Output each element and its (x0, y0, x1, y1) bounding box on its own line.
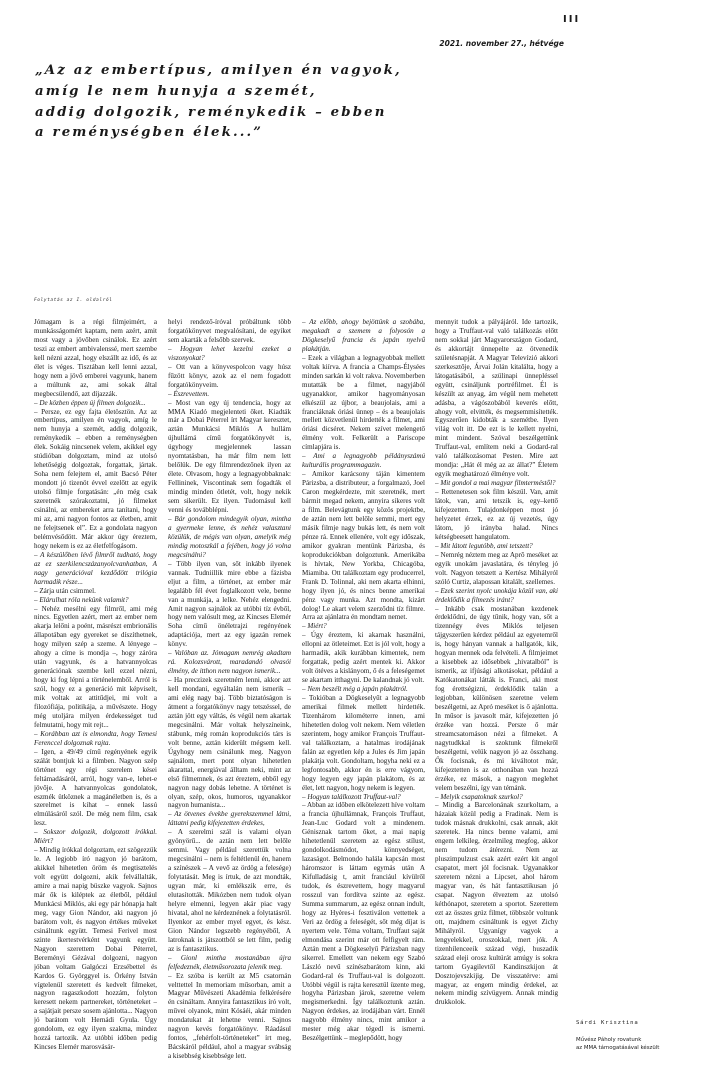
interview-question: – Bár gondolom mindegyik olyan, mintha a gyermeke lenne, és nehéz valasztani közülük, de mégis van olyan, amelyik még mindig motoszkál a fejében, hogy jó volna megcsinálni? (168, 514, 291, 559)
interview-paragraph: – A szerelmi szál is valami olyan gyönyörű... de aztán nem lett belőle semmi. Vagy például szerettük volna megcsinálni – nem is feltétlenül én, hanem a színészek – A vevő az ördög a felesége) folytatását. Meg is írtuk, de azt mondták, ugyan már, ki emlékszik erre, és elutasították. Mikózben nem tudok olyan helyre elmenni, legyen akár piac vagy hivatal, ahol ne kérdeznének a folytatásról. Ilyenkor az ember myel egyet, és kész. Gion Nándor legszebb regényéből, A latroknak is játszottból se lett film, pedig az is fantasztikus. (168, 828, 291, 953)
article-column-1 (34, 318, 157, 1066)
issue-date: 2021. november 27., hétvége (439, 39, 564, 48)
continuation-note: Folytatás az I. oldalról (34, 298, 113, 303)
interview-question: – Észrevettem. (168, 389, 210, 398)
interview-paragraph: – Inkább csak mostanában kezdenek érdeklődni, de úgy tűnik, hogy van, sőt a tizennégy éves Miklós teljesen tájgyszerűen kérdez például az egyetemről is, hogy hányan vannak a hallgatók, kik, hogyan mennek oda felvételi. A filmjeimet a kisebbek az idősebbek „hivatalból” is ismerik, az ifjúsági alkotásokat, például a Katókatonákat látták is. Franci, aki most fog érettségizni, érdeklődik talán a legjobban, különösen szeretne velem beszélgetni, az Apró meséket is ő ajánlotta. In műsor is javasolt már, kifejezetten jó érzéke van hozzá. Persze ő már streamcsatornáson nézi a filmeket. A nagytudkkal is szoktunk filmekről beszélgetni, velük nagyon jó az összhang. Ők focisnak, és mi kiváltotot már, kifejeztetten is az otthonában van hozzá érzéke, ez mások, a nagyon meglehet velem beszélni, így van témánk. (435, 604, 558, 792)
pull-quote-line: addig dolgozik, reménykedik – ebben (35, 104, 387, 120)
interview-question: – De közben éppen új filmen dolgozik... (34, 398, 146, 407)
interview-paragraph: mennyit tudok a pályájáról. Ide tartozik, hogy a Truffaut-val való találkozás előtt nem sokkal járt Magyarországon Godard, és akkortájt ünnepelte az ötvenedik születésnapját. A Magyar Televízió akkori szerkesztője, Árvai Jolán kitalálta, hogy a látogatásából, a szülinapi ünnepléssel együtt, csináljunk portréfilmet. Él is készült az anyag, ám végül nem mehetett adásba, a vágószobából keverés előtt, ahogy volt, elvitték, és megsemmisítették. Egyszerűen kidobták a szemétbe. Ilyen világ volt itt. De ezt is le kellett nyelni, mint mindent. Szóval beszélgettünk Truffaut-val, említem neki a Godard-ral való találkozásomat Pesten. Mire azt mondja: „Hát él még az az állat?” Életem egyik meghatározó élménye volt. (435, 318, 558, 479)
interview-paragraph: helyi rendező-íróval próbáltunk több forgatókönyvet megvalósítani, de egyiket sem akarták a felsőbb szervek. (168, 318, 291, 344)
interview-paragraph: – Amikor karácsony táján kimentem Párizsba, a distributeur, a forgalmazó, Joel Caron megkérdezte, mit szeretnék, mert bármit megad nekem, annyira sikeres volt a film. Belevágtunk egy közös projektbe, de aztán nem lett belőle semmi, mert egy másik filmje nagy bukás lett, és nem volt pénze rá. Ennek ellenére, volt egy időszak, amikor gyakran mentünk Párizsba, és koprodukciókban dolgoztunk. Amerikába is hívtak, New Yorkba, Chicagóba, Miamiba. Ott találkoztam egy producerrel, Frank D. Tolinnal, aki nem akarta elhinni, hogy ilyen jó, és nincs benne amerikai pénz vagy munka. Azt mondta, kizárt dolog! Le akart velem szerződni tíz filmre. Arra az ajánlatra én mondtam nemet. (302, 470, 425, 622)
interview-question: – Az ötvenes évekbe gyerekszemmel látni, láttatni pedig kifejezetten érdekes, (168, 810, 291, 828)
interview-paragraph: – Ez szóba is került az M5 csatornán velttettel In memoriam műsorban, amit a Magyar Művészeti Akadémia felkérésére én csináltam. Annyira fantasztikus író volt, művei olyanok, mint Kósáéi, akár minden mondatukat át lehetne venni. Sajnos nagyon kevés forgatókönyv. Ráadásul fontos, „fehérfolt-történeteket” írt meg, Bácskáról például, ahol a magyar svábság a kisebbség kisebbsége lett. (168, 971, 291, 1061)
interview-question: – Ezek szerint nyolc unokája közül van, aki érdeklődik a filmezés iránt? (435, 586, 558, 604)
interview-paragraph: – Nemrég néztem meg az Aprō meséket az egyik unokám javaslatára, és tényleg jó volt. Nagyon tetszett a Kertész Mihályról szóló Curtiz, alapossan kitalált, szellemes. (435, 550, 558, 586)
interview-question: – Nem beszélt még a japán plakátról. (302, 685, 408, 694)
interview-question: – Sokszor dolgozik, dolgozott írókkal. Miért? (34, 828, 157, 846)
interview-paragraph: – Úgy éreztem, ki akarnak használni, ellopni az ötleteimet. Ezt is jól volt, hogy a harmadik, akik kurábban kimentek, nem forgattak, pedig azért mentek ki. Akkor volt ötéves a kislányom, ő és a feleségemet se akartam itthagyni. De kalandnak jó volt. (302, 631, 425, 685)
interview-question: – Hogyan lehet kezelni ezeket a viszonyokat? (168, 344, 291, 362)
interview-paragraph: – Ott van a könyvespolcon vagy húsz fűzött könyv, azok az el nem fogadott forgatókönyveim. (168, 362, 291, 389)
interview-question: – Korábban azt is elmondta, hogy Temesi Ferenccel dolgoznak rajta. (34, 729, 157, 747)
article-column-3 (302, 318, 425, 1066)
interview-paragraph: – Rettenetesen sok film készül. Van, amit látok, van, ami tetszik is, egy–kettő kifejezetten. Tulajdonképpen most jó helyzetet érzek, ez az új vezetés, úgy látom, jó irányba halad. Nincs kétségbeesett hangulatom. (435, 488, 558, 541)
author-byline: Sárdi Krisztina (576, 1020, 639, 1026)
pull-quote-line: „Az az embertípus, amilyen én vagyok, (35, 63, 402, 78)
interview-paragraph: – Mindig írókkal dolgoztam, ezt szögezzük le. A legjobb író nagyon jó barátom, akikkel hihetetlen öröm és megtisztelés volt együtt dolgozni, akik felvállalták, amire a mai napig büszke vagyok. Sajnos már ők is kiléptek az életből, például Munkácsi Miklós, aki egy pár hónapja halt meg, vagy Gion Nándor, aki nagyon jó barátom volt, és nagyon értékes műveket csináltunk együtt. Temesi Ferivel most szinte ikertestvérként vagyunk együtt. Nagyon szerettem Dobai Péterrel, Bereményi Gézával dolgozni, nagyon jóban voltam Galgóczi Erzsébettel és Kardos G. Györggyel is. Örkény István vígtelenül szeretett és kedvelt filmeket, nagyon ragaszkodott hozzám, folyton keresett nekem partnereket, történeteket – a sajátjait persze sosem ajánlotta... Nagyon jó barátom volt Hernádi Gyula. Úgy gondolom, ez egy ilyen szakma, mindez hozzá tartozik. Az utóbbi időben pedig Kincses Elemér marosvásár- (34, 846, 157, 1052)
interview-question: – Elárulhat róla nekünk valamit? (34, 595, 129, 604)
page-number: III (563, 14, 581, 25)
interview-paragraph: – Zárja után csimmel. (34, 586, 96, 595)
pull-quote-line: a reménységben élek...” (35, 125, 264, 141)
interview-question: – Ami a legnagyobb példányszámú kulturális programmagazin. (302, 452, 425, 470)
interview-paragraph: – Persze, ez egy fajta életösztön. Az az embertípus, amilyen én vagyok, amíg le nem hunyja a szemét, addig dolgozik, reménykedik – ebben a reménységben élek. Sokáig nincsenek velem, akikkel egy stúdióban dolgoztam, mind az utolsó lehetőségig dolgoztak, forgattak, jártak. Soha nem felejtem el, amit Bacsó Péter mondott jó tizenöt évvel ezelőtt az egyik utolsó filmje forgatásán: „én még csak szeretnék szórakoztatni, jó filmeket csinálni, az embereket arra tanítani, hogy mi az, ami nagyon fontos az életben, amit ne felejtsenek el”. Ez a gondolata nagyon belémvésődött. Már akkor úgy éreztem, hogy nekem is ez az életfelfogásom. (34, 407, 157, 550)
interview-paragraph: Jómagam is a régi filmjeimért, a munkásságomért kaptam, nem azért, amit most vagy a jövőben csinálok. Ez azért teszi az embert ambivalenssé, mert szembe kell nézni azzal, hogy elszállt az idő, és az élet is véges. Tisztában kell lenni azzal, hogy nem a jövő emberei vagyunk, hanem a múltunk az, ami sokak által megbecsülendő, azt díjazzák. (34, 318, 157, 398)
interview-question: – A készülőben lévő filmről tudható, hogy az ez szerkilencszázanyolcvanhatban, A nagy generációval kezdődött trilógia harmadik része... (34, 550, 157, 586)
article-column-4 (435, 318, 558, 1066)
interview-paragraph: – Több ilyen van, sőt inkább ilyenek vannak. Tudniillik mire ebbe a fázisba eljut a film, a történet, az ember már legalább fél évet foglalkozott vele, benne van a munkája, a lelke. Nehéz elengedni. Amit nagyon sajnálok az utóbbi tíz évből, hogy nem valósult meg, az Kincses Elemér Soha című önéletrajzi regényének adaptációja, mert az egy igazán remek könyv. (168, 559, 291, 649)
interview-question: – Valóban az. Jómagam nemrég akadtam rá. Kolozsvárott, maradandó olvasói élmény, de itthon nem nagyon ismerik... (168, 649, 291, 676)
interview-question: – Gionl mintha mostanában újra felfedeznék, életműsorozata jelenik meg. (168, 953, 291, 971)
credit-line: az MMA támogatásával készült (576, 1044, 660, 1051)
pull-quote (35, 61, 555, 144)
interview-paragraph: – Abban az időben elkötelezett híve voltam a francia újhullámnak, François Truffaut, Jean-Luc Godard volt a mindenem. Génisznak tartom őket, a mai napig hihetetlenül szeretem az egész stílust, gondolkodásmódot, könnyedséget, lazaságot. Belmondo halála kapcsán most háromszor is láttam egymás után A Kifulladásig t, amit franciául kívülről tudok, és észrevettem, hogy magyarul rosszul van fordítva szinte az egész. Summa summarum, az egész onnan indult, hogy az Hyères-i fesztiválon vettettek a Veri az ördög a feleségét, sőt még díjat is nyertem vele. Téma voltam, Truffaut saját elmondása szerint már ott felfigyelt rám. Aztán ment a Dögkeselyű Párizsban nagy sikerrel. Emellett van nekem egy Szabó László nevű színészbarátom kinn, aki Godard-ral és Truffaut-val is dolgozott. Utóbbi végül is rajta keresztül üzente meg, hogyha Párizsban járok, szeretne velem megismerkedni. Így találkoztunk aztán. Nagyon érdekes, az irodájában várt. Ennél nagyobb élmény nincs, mint amikor a mester még akar tégedl is ismerni. Beszélgettünk – meglepődött, hogy (302, 801, 425, 1043)
interview-question: – Az előbb, ahogy bejöttünk a szobába, megakadt a szemem a folyosón a Dögkeselyű francia és japán nyelvű plakátján. (302, 318, 425, 353)
interview-question: – Melyik csapatoknak szurkol? (435, 792, 523, 801)
interview-paragraph: – Mindig a Barcelonának szurkoltam, a házaiak közül pedig a Fradinak. Nem is tudok másnak drukkolni, csak annak, akit szeretek. Ha nincs benne valami, ami engem lelkileg, érzelmileg megfog, akkor nem tudom átérezni. Nem az pluszimpulzust csak azért ezért kit angol csapatot, mert jól focisnak. Ugyanakkor szeretem nézni a Lipcset, ahol három magyar van, és hát fantasztikusan jó csapat. Nagyon élveztem az utolsó kéthónapot, szeretem a sportot. Szerettem ezt az összes grúz filmet, többször voltunk ott, majdnem csináltunk is egyet Zichy Mihályról. Ugyanígy vagyok a lengyelekkel, oroszokkal, mert jók. A tizenhilenceeik század végi, huszadik század eleji orosz kultúrát amúgy is sokra tartom Gyagilevtől Kandinszkijon át Dosztojevszkijig. De visszatérve: ami magyar, az engem mindig érdekel, az nekem mindig szívügyem. Annak mindig drukkolok. (435, 801, 558, 1007)
interview-paragraph: – Most van egy új tendencia, hogy az MMA Kiadó megjelenteti őket. Kiadták már a Dobai Péterrel írt Magyar keresztet, aztán Munkácsi Miklós A hullám újhullámá című forgatókönyvét is, úgyhogy megjelennek lassan nyomtatásban, ha már film nem lett belőlük. De egy filmrendezőnek ilyen az élete. Olvasom, hogy a legnagyobbaknak: Fellininek, Viscontinak sem fogadták el mindig minden ötletét, volt, hogy nekik sem sikerült. Ez ilyen. Tudomásul kell venni és továbblépni. (168, 398, 291, 515)
interview-question: – Miért? (302, 622, 327, 631)
column-credit (576, 1037, 696, 1052)
interview-question: – Hogyan találkozott Truffaut-val? (302, 792, 401, 801)
credit-line: Művész Páholy rovatunk (576, 1037, 642, 1043)
interview-question: – Mit látott legutóbb, ami tetszett? (435, 541, 533, 550)
interview-paragraph: – Ezek a világban a legnagyobbak mellett voltak kiírva. A francia a Champs-Élysées minden sarkán ki volt rakva. Novemberben mutatták be a filmet, nagyjából ugyanakkor, amikor hagyományosan elkészül az újbor, a beaujolais, ami a franciáknak óriási ünnep – és a beaujolais mellett közvetlenül hirdették a filmet, ami óriási dicséret. Nekem szívet melengető élmény volt. Felkerült a Pariscope címlapjára is. (302, 353, 425, 452)
interview-paragraph: – Igen, a 49/49 című regényének egyik szálát bontjuk ki a filmben. Nagyon szép történet egy régi szerelem kései feltámadásáról, arról, hogy van-e, lehet-e jövője. A hatvannyolcas gondolatok, eszmék ütköznek a magánéletben is, és a szerelmet is kihat – ennek lassú elmúlásáról szól. De még nem film, csak lesz. (34, 747, 157, 828)
interview-question: – Mit gondol a mai magyar filmterméstől? (435, 479, 556, 488)
interview-paragraph: – Ha preczizek szeretném lenni, akkor azt kell mondani, egyáltalán nem ismerik – ami elég nagy baj. Több biztatóságon is átment a forgatókönyv nagy tetszéssel, de aztán jött egy váltás, és végül nem akartak megcsinálni. Már voltak helyszíneink, stábunk, még román koprodukciós társ is volt benne, aztán kiderült mégsem kell. Úgyhogy nem csinálunk meg. Nagyon sajnálom, mert pont olyan hihetetlen akarattal, energiával álltam neki, mint az első filmemnek, és azt éreztem, ebből egy nagyon nagy dobás lehetne. A történet is olyan, szép, okos, humoros, ugyanakkor nagyon humanista... (168, 676, 291, 810)
pull-quote-line: amíg le nem hunyja a szemét, (35, 83, 317, 99)
interview-paragraph: – Nehéz mesélni egy filmről, ami még nincs. Egyetlen azért, mert az ember nem akarja lelőni a poént, másrészt embrionális állapotában egy gyereket se díszíthetnek, hogy milyen szép a szeme. A lényege – ahogy a címe is mondja –, hogy záróra után vagyunk, és a hatvannyolcas generációnak szembe kell ezzel nézni, hogy ki fog lépni a történelemből. Arról is szól, hogy ez a generáció mit képviselt, mik voltak az attitűdjei, mi volt a filozófiája, politikája, a művészete. Hogy még utoljára milyen érdekességet tud felmutatni, hogy mit rejt... (34, 604, 157, 729)
interview-paragraph: – Tokióban a Dögkeselyűt a legnagyobb amerikai filmek mellett hirdették. Tizenhárom kilométerre innen, ami hihetetlen dolog volt nekem. Nem véletlen szerintem, hogy amikor François Truffaut-val találkoztam, a hatalmas irodájának falán az egyetlen kép a Jules és Jim japán plakátja volt. Gondoltam, hogyha neki ez a legfontosabb, akkor én is erre vágyom, hogy legyen egy japán plakátom, és az élet, lett nagyon, hogy nekem is legyen. (302, 694, 425, 792)
article-column-2 (168, 318, 291, 1066)
